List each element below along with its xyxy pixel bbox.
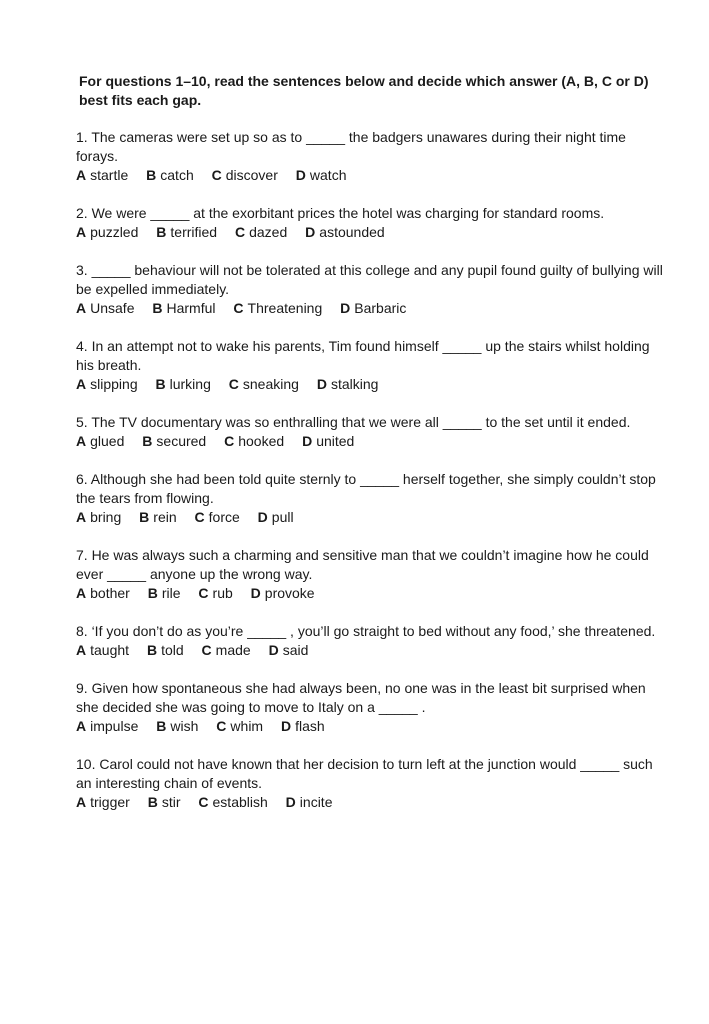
option-word: told [161, 642, 184, 658]
option-word: trigger [90, 794, 130, 810]
answer-options [76, 432, 666, 451]
option-a [76, 299, 134, 318]
option-letter: B [146, 642, 158, 658]
option-word: said [282, 642, 309, 658]
option-letter: B [147, 585, 158, 601]
option-letter: D [285, 794, 296, 810]
question-text: 2. We were _____ at the exorbitant prices the hotel was charging for standard rooms. [76, 205, 605, 221]
option-word: Unsafe [90, 300, 135, 316]
option-word: flash [295, 718, 325, 734]
worksheet-page [76, 72, 666, 831]
option-letter: A [76, 794, 87, 810]
question-9 [76, 679, 666, 736]
option-d [286, 793, 333, 812]
option-word: glued [90, 433, 125, 449]
option-word: catch [160, 167, 194, 183]
option-a [76, 793, 130, 812]
option-d [302, 432, 354, 451]
question-text: 3. _____ behaviour will not be tolerated at this college and any pupil found guilty of bullying will be expelled immediately. [76, 262, 663, 297]
question-text: 9. Given how spontaneous she had always been, no one was in the least bit surprised when she decided she was going to move to Italy on a _____ . [76, 680, 646, 715]
option-c [198, 793, 267, 812]
option-letter: B [156, 718, 167, 734]
option-letter: D [305, 224, 316, 240]
option-letter: D [250, 585, 261, 601]
question-text: 4. In an attempt not to wake his parents, Tim found himself _____ up the stairs whilst holding his breath. [76, 338, 650, 373]
option-word: impulse [90, 718, 139, 734]
question-2 [76, 204, 666, 242]
option-b [156, 375, 211, 394]
option-word: dazed [249, 224, 288, 240]
option-word: puzzled [90, 224, 139, 240]
option-a [76, 641, 129, 660]
option-c [198, 584, 232, 603]
option-c [224, 432, 284, 451]
option-letter: C [198, 585, 209, 601]
option-b [152, 299, 215, 318]
answer-options [76, 584, 666, 603]
option-c [216, 717, 263, 736]
option-letter: D [257, 509, 268, 525]
option-letter: D [268, 642, 279, 658]
question-10 [76, 755, 666, 812]
option-letter: C [233, 300, 244, 316]
question-6 [76, 470, 666, 527]
question-3 [76, 261, 666, 318]
option-word: terrified [170, 224, 218, 240]
option-word: sneaking [242, 376, 299, 392]
question-text: 6. Although she had been told quite sternly to _____ herself together, she simply couldn’t stop the tears from flowing. [76, 471, 656, 506]
option-b [148, 584, 181, 603]
question-8 [76, 622, 666, 660]
answer-options [76, 641, 666, 660]
option-letter: B [146, 167, 157, 183]
option-b [139, 508, 176, 527]
option-word: hooked [238, 433, 285, 449]
option-letter: A [76, 300, 87, 316]
option-c [229, 375, 299, 394]
option-letter: A [76, 585, 87, 601]
option-word: Harmful [166, 300, 216, 316]
option-word: astounded [319, 224, 385, 240]
option-letter: C [224, 433, 235, 449]
option-word: taught [90, 642, 130, 658]
question-text: 8. ‘If you don’t do as you’re _____ , you’ll go straight to bed without any food,’ she threatened. [76, 623, 656, 639]
option-letter: C [211, 167, 222, 183]
option-b [142, 432, 206, 451]
option-d [258, 508, 294, 527]
option-word: Threatening [247, 300, 323, 316]
option-letter: C [228, 376, 239, 392]
option-a [76, 508, 121, 527]
option-word: pull [271, 509, 294, 525]
option-letter: B [142, 433, 153, 449]
option-word: secured [156, 433, 207, 449]
question-text: 1. The cameras were set up so as to _____ the badgers unawares during their night time forays. [76, 129, 626, 164]
option-word: stalking [330, 376, 379, 392]
option-letter: B [147, 794, 158, 810]
option-letter: D [316, 376, 327, 392]
option-letter: A [76, 509, 87, 525]
option-letter: B [156, 224, 167, 240]
option-letter: C [234, 224, 246, 240]
option-c [235, 223, 287, 242]
option-letter: D [280, 718, 292, 734]
option-word: establish [212, 794, 268, 810]
option-word: stir [161, 794, 181, 810]
answer-options [76, 508, 666, 527]
option-word: rub [212, 585, 233, 601]
option-word: slipping [90, 376, 138, 392]
option-word: Barbaric [354, 300, 407, 316]
question-5 [76, 413, 666, 451]
option-word: lurking [169, 376, 211, 392]
option-letter: B [152, 300, 163, 316]
option-d [269, 641, 309, 660]
option-b [148, 793, 181, 812]
option-b [156, 717, 198, 736]
option-word: bring [90, 509, 122, 525]
option-a [76, 432, 124, 451]
answer-options [76, 717, 666, 736]
option-word: made [215, 642, 251, 658]
option-d [340, 299, 406, 318]
answer-options [76, 166, 666, 185]
option-a [76, 584, 130, 603]
option-letter: A [76, 224, 87, 240]
answer-options [76, 793, 666, 812]
option-d [281, 717, 325, 736]
option-word: incite [299, 794, 333, 810]
option-letter: D [302, 433, 313, 449]
instructions-heading: For questions 1–10, read the sentences below and decide which answer (A, B, C or D) best fits each gap. [79, 73, 649, 108]
question-text: 10. Carol could not have known that her decision to turn left at the junction would _____ such an interesting chain of events. [76, 756, 653, 791]
answer-options [76, 375, 666, 394]
option-letter: A [76, 376, 87, 392]
option-c [202, 641, 251, 660]
question-text: 7. He was always such a charming and sensitive man that we couldn’t imagine how he could ever _____ anyone up the wrong way. [76, 547, 649, 582]
option-a [76, 223, 138, 242]
option-letter: C [216, 718, 227, 734]
option-word: rile [161, 585, 181, 601]
question-7 [76, 546, 666, 603]
option-letter: A [76, 167, 87, 183]
option-c [212, 166, 278, 185]
option-word: united [316, 433, 355, 449]
option-a [76, 717, 138, 736]
option-word: discover [225, 167, 278, 183]
question-text: 5. The TV documentary was so enthralling that we were all _____ to the set until it ended. [76, 414, 631, 430]
option-letter: A [76, 433, 87, 449]
option-c [195, 508, 240, 527]
question-4 [76, 337, 666, 394]
option-letter: A [76, 718, 87, 734]
option-word: watch [309, 167, 347, 183]
option-d [296, 166, 347, 185]
option-letter: B [139, 509, 150, 525]
option-word: rein [153, 509, 177, 525]
option-letter: C [198, 794, 209, 810]
option-b [156, 223, 217, 242]
option-letter: B [155, 376, 166, 392]
option-d [251, 584, 315, 603]
option-a [76, 166, 128, 185]
option-word: wish [170, 718, 199, 734]
answer-options [76, 299, 666, 318]
answer-options [76, 223, 666, 242]
option-d [305, 223, 385, 242]
option-c [233, 299, 322, 318]
option-a [76, 375, 138, 394]
option-word: provoke [264, 585, 315, 601]
option-word: whim [230, 718, 264, 734]
question-1 [76, 128, 666, 185]
option-b [147, 641, 184, 660]
option-word: force [208, 509, 240, 525]
option-letter: A [76, 642, 87, 658]
option-word: bother [90, 585, 130, 601]
option-letter: C [201, 642, 212, 658]
option-d [317, 375, 379, 394]
option-letter: D [295, 167, 306, 183]
option-b [146, 166, 194, 185]
option-word: startle [90, 167, 129, 183]
option-letter: C [194, 509, 205, 525]
option-letter: D [340, 300, 351, 316]
